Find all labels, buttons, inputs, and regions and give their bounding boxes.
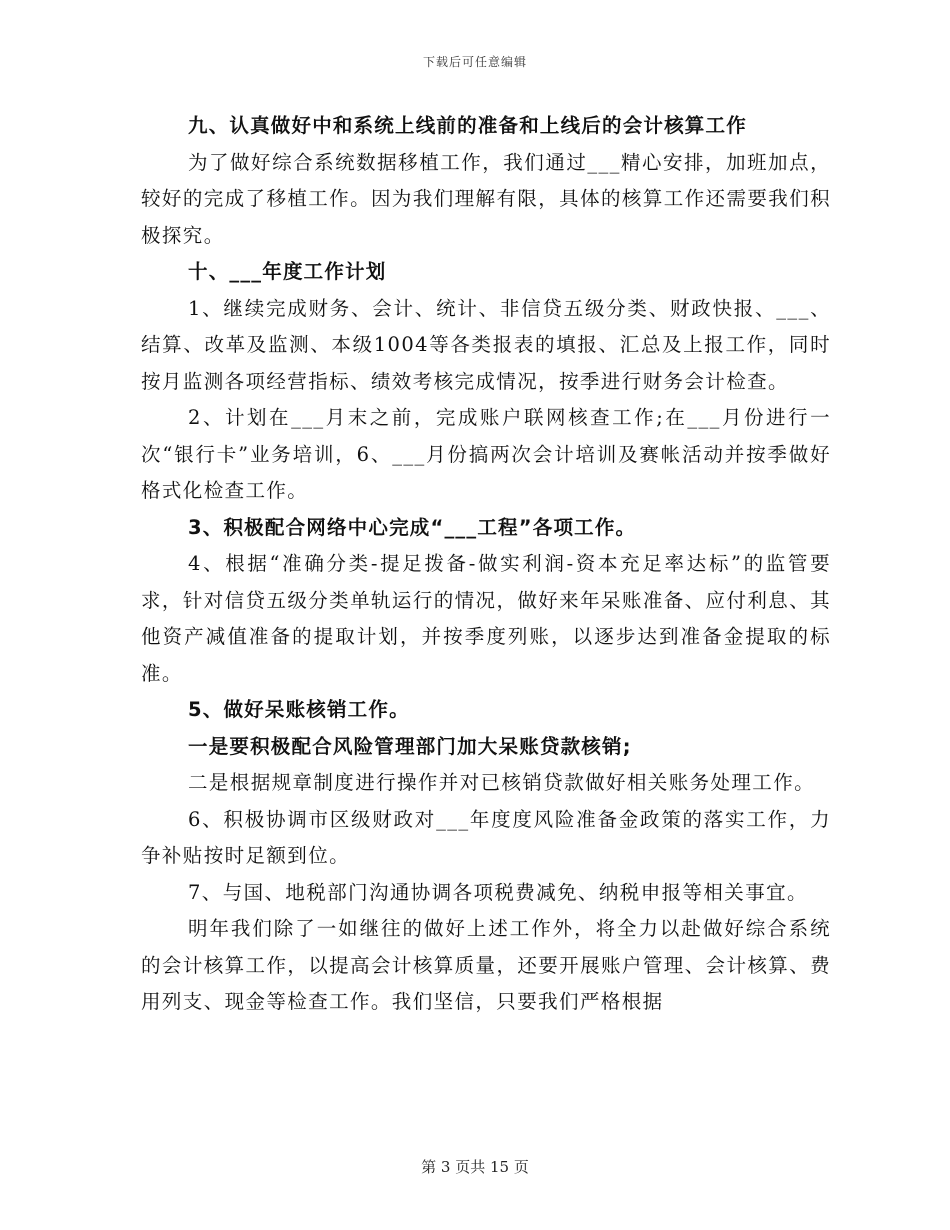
plan-item-5-point-1: 一是要积极配合风险管理部门加大呆账贷款核销; [188,734,632,758]
paragraph-migration: 为了做好综合系统数据移植工作，我们通过___精心安排，加班加点，较好的完成了移植工作。因为我们理解有限，具体的核算工作还需要我们积极探究。 [141,150,831,247]
page-header: 下载后可任意编辑 [422,55,527,69]
section-heading-nine: 九、认真做好中和系统上线前的准备和上线后的会计核算工作 [188,114,747,137]
plan-item-7: 7、与国、地税部门沟通协调各项税费减免、纳税申报等相关事宜。 [188,880,808,904]
document-body [141,108,831,1021]
page-number: 第 3 页共 15 页 [421,1158,529,1176]
plan-item-1: 1、继续完成财务、会计、统计、非信贷五级分类、财政快报、___、结算、改革及监测、本级1004等各类报表的填报、汇总及上报工作，同时按月监测各项经营指标、绩效考核完成情况，按季进行财务会计检查。 [141,296,831,393]
plan-item-4: 4、根据“准确分类-提足拨备-做实利润-资本充足率达标”的监管要求，针对信贷五级分类单轨运行的情况，做好来年呆账准备、应付利息、其他资产减值准备的提取计划，并按季度列账，以逐步达到准备金提取的标准。 [141,552,831,685]
paragraph-closing: 明年我们除了一如继往的做好上述工作外，将全力以赴做好综合系统的会计核算工作，以提高会计核算质量，还要开展账户管理、会计核算、费用列支、现金等检查工作。我们坚信，只要我们严格根据 [141,917,831,1013]
plan-item-5-point-2: 二是根据规章制度进行操作并对已核销贷款做好相关账务处理工作。 [188,771,816,794]
plan-item-3: 3、积极配合网络中心完成“___工程”各项工作。 [188,515,637,539]
plan-item-6: 6、积极协调市区级财政对___年度度风险准备金政策的落实工作，力争补贴按时足额到位。 [141,807,831,867]
plan-item-5: 5、做好呆账核销工作。 [188,698,410,721]
section-heading-ten: 十、___年度工作计划 [188,260,387,283]
plan-item-2: 2、计划在___月末之前，完成账户联网核查工作;在___月份进行一次“银行卡”业务培训，6、___月份搞两次会计培训及赛帐活动并按季做好格式化检查工作。 [141,406,831,502]
